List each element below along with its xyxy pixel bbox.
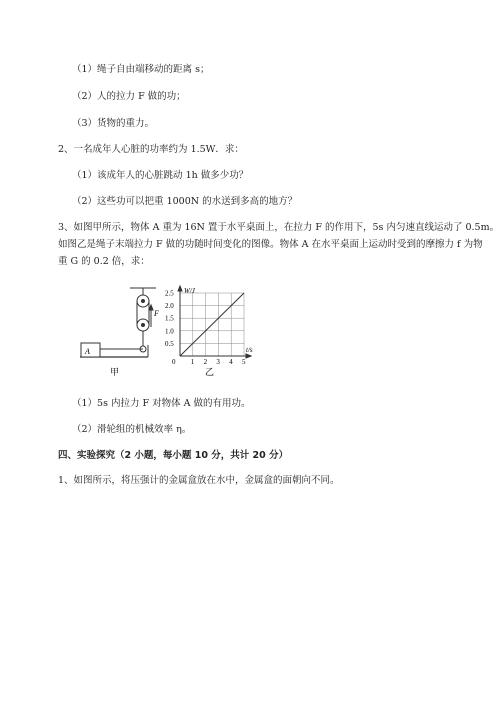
force-arrow	[149, 305, 153, 327]
q3-stem-line-1: 3、如图甲所示，物体 A 重为 16N 置于水平桌面上，在拉力 F 的作用下，5s 内匀速直线运动了 0.5m。	[58, 222, 500, 233]
block-a	[81, 343, 100, 357]
y-tick-label: 1.0	[165, 327, 174, 336]
x-tick-label: 5	[242, 358, 246, 366]
section-4-q1: 1、如图所示，将压强计的金属盒放在水中，金属盒的面朝向不同。	[58, 475, 340, 486]
q3-part-2: （2）滑轮组的机械效率 η。	[72, 424, 192, 435]
x-tick-label: 4	[229, 358, 233, 366]
x-tick-label: 2	[203, 358, 208, 366]
force-label: F	[154, 309, 159, 318]
section-4-heading: 四、实验探究（2 小题，每小题 10 分，共计 20 分）	[58, 450, 289, 461]
q3-part-1: （1）5s 内拉力 F 对物体 A 做的有用功。	[72, 398, 251, 409]
y-tick-label: 2.5	[165, 289, 174, 298]
y-tick-label: 1.5	[165, 314, 174, 323]
x-tick-label: 1	[190, 358, 195, 366]
figure-yi-caption: 乙	[205, 367, 215, 377]
y-axis-label: W/J	[184, 287, 195, 295]
work-line	[180, 293, 244, 356]
figure-jia-caption: 甲	[110, 367, 120, 377]
q3-stem-line-3: 重 G 的 0.2 倍，求：	[58, 256, 150, 267]
q1-part-1: （1）绳子自由端移动的距离 s；	[72, 64, 210, 75]
y-tick-label: 0.5	[165, 339, 174, 348]
q2-stem: 2、一名成年人心脏的功率约为 1.5W．求：	[58, 144, 244, 155]
q3-figure	[70, 283, 270, 383]
q2-part-1: （1）该成年人的心脏跳动 1h 做多少功？	[72, 170, 249, 181]
q2-part-2: （2）这些功可以把重 1000N 的水送到多高的地方？	[72, 196, 298, 207]
x-axis-label: t/s	[246, 346, 253, 354]
wt-chart	[165, 286, 253, 377]
q3-stem-line-2: 如图乙是绳子末端拉力 F 做的功随时间变化的图像。物体 A 在水平桌面上运动时受到的摩擦力 f 为物	[58, 239, 483, 250]
y-tick-label: 2.0	[165, 302, 174, 311]
q1-part-3: （3）货物的重力。	[72, 118, 155, 129]
q1-part-2: （2）人的拉力 F 做的功；	[72, 91, 186, 102]
origin-label: 0	[172, 358, 176, 366]
x-tick-label: 3	[216, 358, 220, 366]
block-a-label: A	[85, 347, 90, 356]
